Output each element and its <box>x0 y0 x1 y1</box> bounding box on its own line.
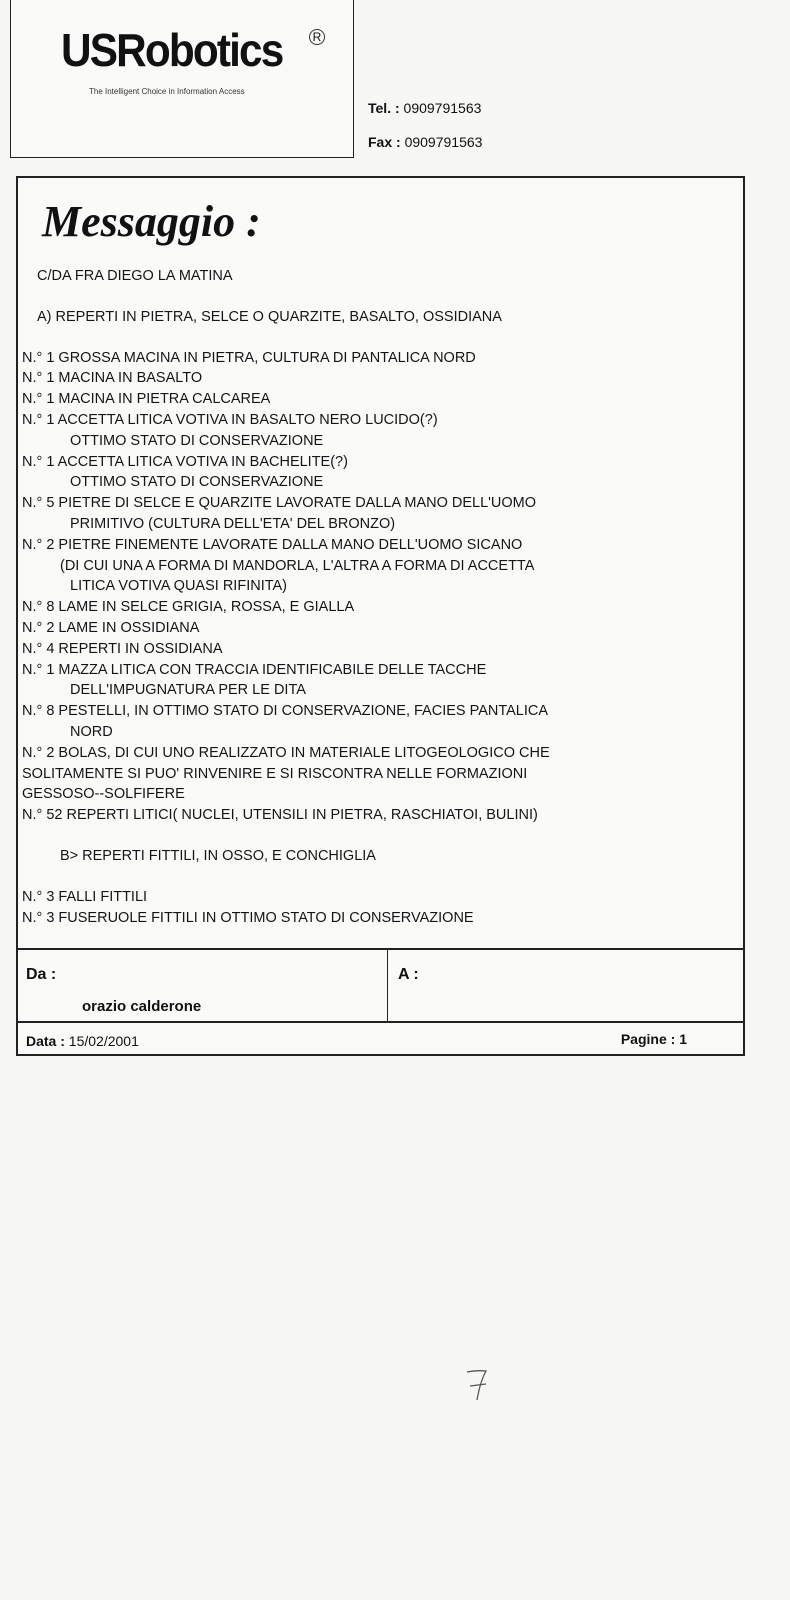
message-line: A) REPERTI IN PIETRA, SELCE O QUARZITE, BASALTO, OSSIDIANA <box>37 308 502 325</box>
message-line: PRIMITIVO (CULTURA DELL'ETA' DEL BRONZO) <box>70 515 396 532</box>
message-line: DELL'IMPUGNATURA PER LE DITA <box>70 682 306 699</box>
message-title: Messaggio : <box>42 197 261 246</box>
message-line: OTTIMO STATO DI CONSERVAZIONE <box>70 474 324 491</box>
message-line: N.° 3 FALLI FITTILI <box>22 888 148 905</box>
line-spacer <box>22 826 735 846</box>
message-line: GESSOSO--SOLFIFERE <box>22 786 185 803</box>
date-pages-row <box>18 1021 743 1054</box>
message-line: NORD <box>70 723 113 740</box>
da-label: Da : <box>26 966 57 983</box>
line-spacer <box>22 328 735 348</box>
message-line: N.° 4 REPERTI IN OSSIDIANA <box>22 640 223 657</box>
line-spacer <box>22 287 735 307</box>
message-line: N.° 1 MAZZA LITICA CON TRACCIA IDENTIFICABILE DELLE TACCHE <box>22 661 487 678</box>
sender-recipient-row <box>18 948 743 1023</box>
message-line: N.° 2 PIETRE FINEMENTE LAVORATE DALLA MANO DELL'UOMO SICANO <box>22 536 523 553</box>
message-line: B> REPERTI FITTILI, IN OSSO, E CONCHIGLIA <box>60 847 376 864</box>
row-divider <box>387 950 388 1023</box>
message-line: N.° 1 MACINA IN PIETRA CALCAREA <box>22 391 271 408</box>
logo-box <box>10 0 354 158</box>
message-line: LITICA VOTIVA QUASI RIFINITA) <box>70 578 287 595</box>
message-box <box>16 176 745 1056</box>
pages-label: Pagine : <box>620 1031 676 1047</box>
message-line: N.° 3 FUSERUOLE FITTILI IN OTTIMO STATO DI CONSERVAZIONE <box>22 909 474 926</box>
date-value: 15/02/2001 <box>68 1033 139 1049</box>
message-line: N.° 1 MACINA IN BASALTO <box>22 370 203 387</box>
registered-mark: R <box>309 29 325 45</box>
message-line: N.° 8 LAME IN SELCE GRIGIA, ROSSA, E GIALLA <box>22 599 355 616</box>
logo-tagline: The Intelligent Choice in Information Access <box>89 87 245 96</box>
message-line: N.° 5 PIETRE DI SELCE E QUARZITE LAVORATE DALLA MANO DELL'UOMO <box>22 495 537 512</box>
message-line: N.° 2 BOLAS, DI CUI UNO REALIZZATO IN MATERIALE LITOGEOLOGICO CHE <box>22 744 550 761</box>
message-line: (DI CUI UNA A FORMA DI MANDORLA, L'ALTRA A FORMA DI ACCETTA <box>60 557 535 574</box>
tel-value: 0909791563 <box>403 100 482 116</box>
message-line: N.° 52 REPERTI LITICI( NUCLEI, UTENSILI IN PIETRA, RASCHIATOI, BULINI) <box>22 807 538 824</box>
sender-name: orazio calderone <box>82 998 202 1015</box>
a-label: A : <box>398 966 419 983</box>
date-label: Data : <box>26 1033 65 1049</box>
tel-line <box>368 100 481 116</box>
handwritten-page-number <box>464 1366 494 1406</box>
fax-value: 0909791563 <box>404 134 483 150</box>
message-line: OTTIMO STATO DI CONSERVAZIONE <box>70 432 324 449</box>
tel-label: Tel. : <box>368 100 400 116</box>
message-line: N.° 1 ACCETTA LITICA VOTIVA IN BACHELITE(?) <box>22 453 348 470</box>
fax-label: Fax : <box>368 134 401 150</box>
line-spacer <box>22 867 735 887</box>
message-line: SOLITAMENTE SI PUO' RINVENIRE E SI RISCONTRA NELLE FORMAZIONI <box>22 765 528 782</box>
pages-value: 1 <box>679 1031 687 1047</box>
message-line: C/DA FRA DIEGO LA MATINA <box>37 268 233 284</box>
pages-line <box>621 1031 687 1047</box>
message-body <box>22 266 735 926</box>
usrobotics-logo: USRobotics <box>61 24 283 76</box>
fax-line <box>368 134 482 150</box>
message-line: N.° 1 ACCETTA LITICA VOTIVA IN BASALTO NERO LUCIDO(?) <box>22 411 438 428</box>
message-line: N.° 8 PESTELLI, IN OTTIMO STATO DI CONSERVAZIONE, FACIES PANTALICA <box>22 703 549 720</box>
date-line <box>26 1033 139 1049</box>
message-line: N.° 1 GROSSA MACINA IN PIETRA, CULTURA DI PANTALICA NORD <box>22 349 476 366</box>
message-line: N.° 2 LAME IN OSSIDIANA <box>22 619 200 636</box>
